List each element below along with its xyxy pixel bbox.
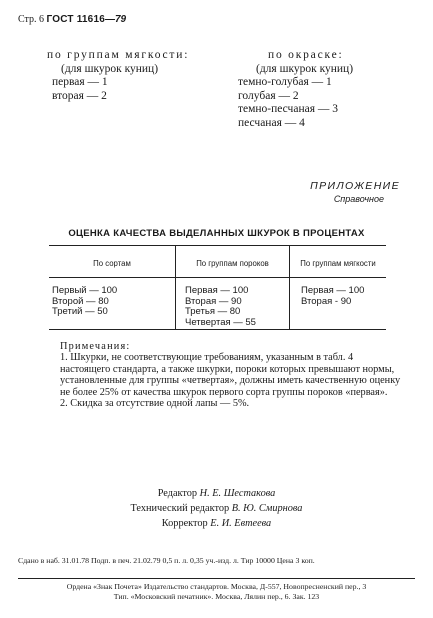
list-item: Вторая - 90 — [301, 295, 352, 307]
softness-groups — [47, 49, 189, 103]
corrector-name: Е. И. Евтеева — [210, 518, 272, 529]
notes — [55, 341, 405, 409]
imprint-divider — [18, 578, 415, 579]
appendix-label — [310, 180, 400, 204]
table-cell-defects — [185, 286, 256, 328]
imprint-line: Сдано в наб. 31.01.78 Подп. в печ. 21.02.79 0,5 п. л. 0,35 уч.-изд. л. Тир 10000 Цена 3 коп. — [18, 556, 315, 565]
corrector-line — [0, 516, 433, 531]
table-header-grades: По сортам — [93, 259, 131, 268]
notes-heading: Примечания: — [60, 341, 131, 352]
table-header-softness: По группам мягкости — [300, 259, 376, 268]
page-header — [18, 14, 126, 25]
printer-line: Тип. «Московский печатник». Москва, Лялин пер., 6. Зак. 123 — [113, 592, 320, 601]
list-item: Третий — 50 — [52, 306, 108, 318]
color-item: голубая — 2 — [238, 89, 299, 102]
note-item: 1. Шкурки, не соответствующие требованиям, указанным в табл. 4 настоящего стандарта, а также шкурки, пороки которых превышают нормы, установленные для группы «четвертая», должны иметь качественную оценку не более 25% от качества шкурок первого сорта группы пороков «первая». — [60, 352, 401, 398]
quality-table — [49, 245, 386, 330]
list-item: Третья — 80 — [185, 306, 241, 318]
tech-editor-label: Технический редактор — [130, 503, 230, 514]
publisher-block — [0, 582, 433, 602]
color-item: песчаная — 4 — [238, 116, 305, 129]
note-item: 2. Скидка за отсутствие одной лапы — 5%. — [60, 398, 250, 410]
color-item: темно-голубая — 1 — [238, 76, 332, 89]
editor-name: Н. Е. Шестакова — [199, 488, 276, 499]
color-title: по окраске: — [268, 49, 344, 61]
list-item: Первая — 100 — [301, 285, 365, 296]
color-groups — [238, 49, 353, 131]
softness-item: первая — 1 — [52, 76, 108, 89]
softness-title: по группам мягкости: — [47, 49, 190, 61]
tech-editor-line — [0, 501, 433, 516]
table-title: ОЦЕНКА КАЧЕСТВА ВЫДЕЛАННЫХ ШКУРОК В ПРОЦЕНТАХ — [68, 228, 365, 239]
editor-line — [0, 486, 433, 501]
editor-label: Редактор — [157, 488, 198, 499]
table-column-divider — [175, 245, 176, 330]
table-bottom-border — [49, 329, 386, 330]
color-subtitle: (для шкурок куниц) — [256, 62, 354, 75]
list-item: Вторая — 90 — [185, 295, 242, 307]
list-item: Первый — 100 — [52, 285, 118, 296]
publisher-line: Ордена «Знак Почета» Издательство стандартов. Москва, Д-557, Новопресненский пер., 3 — [66, 582, 367, 591]
appendix-title: ПРИЛОЖЕНИЕ — [310, 180, 400, 192]
standard-code: ГОСТ 11616 — [46, 14, 105, 25]
table-header-border — [49, 277, 386, 278]
color-item: темно-песчаная — 3 — [238, 103, 338, 116]
table-cell-grades — [52, 286, 117, 318]
standard-year: —79 — [104, 14, 127, 25]
table-top-border — [49, 245, 386, 246]
table-cell-softness — [301, 286, 364, 307]
table-column-divider — [289, 245, 290, 330]
softness-subtitle: (для шкурок куниц) — [61, 62, 159, 75]
list-item: Первая — 100 — [185, 285, 249, 296]
list-item: Второй — 80 — [52, 295, 109, 307]
editors-block — [0, 486, 433, 531]
tech-editor-name: В. Ю. Смирнова — [231, 503, 303, 514]
list-item: Четвертая — 55 — [185, 316, 256, 328]
page-number: Стр. 6 — [18, 14, 45, 25]
table-header-defects: По группам пороков — [196, 259, 269, 268]
corrector-label: Корректор — [161, 518, 208, 529]
softness-item: вторая — 2 — [52, 89, 107, 102]
appendix-type: Справочное — [333, 194, 384, 204]
